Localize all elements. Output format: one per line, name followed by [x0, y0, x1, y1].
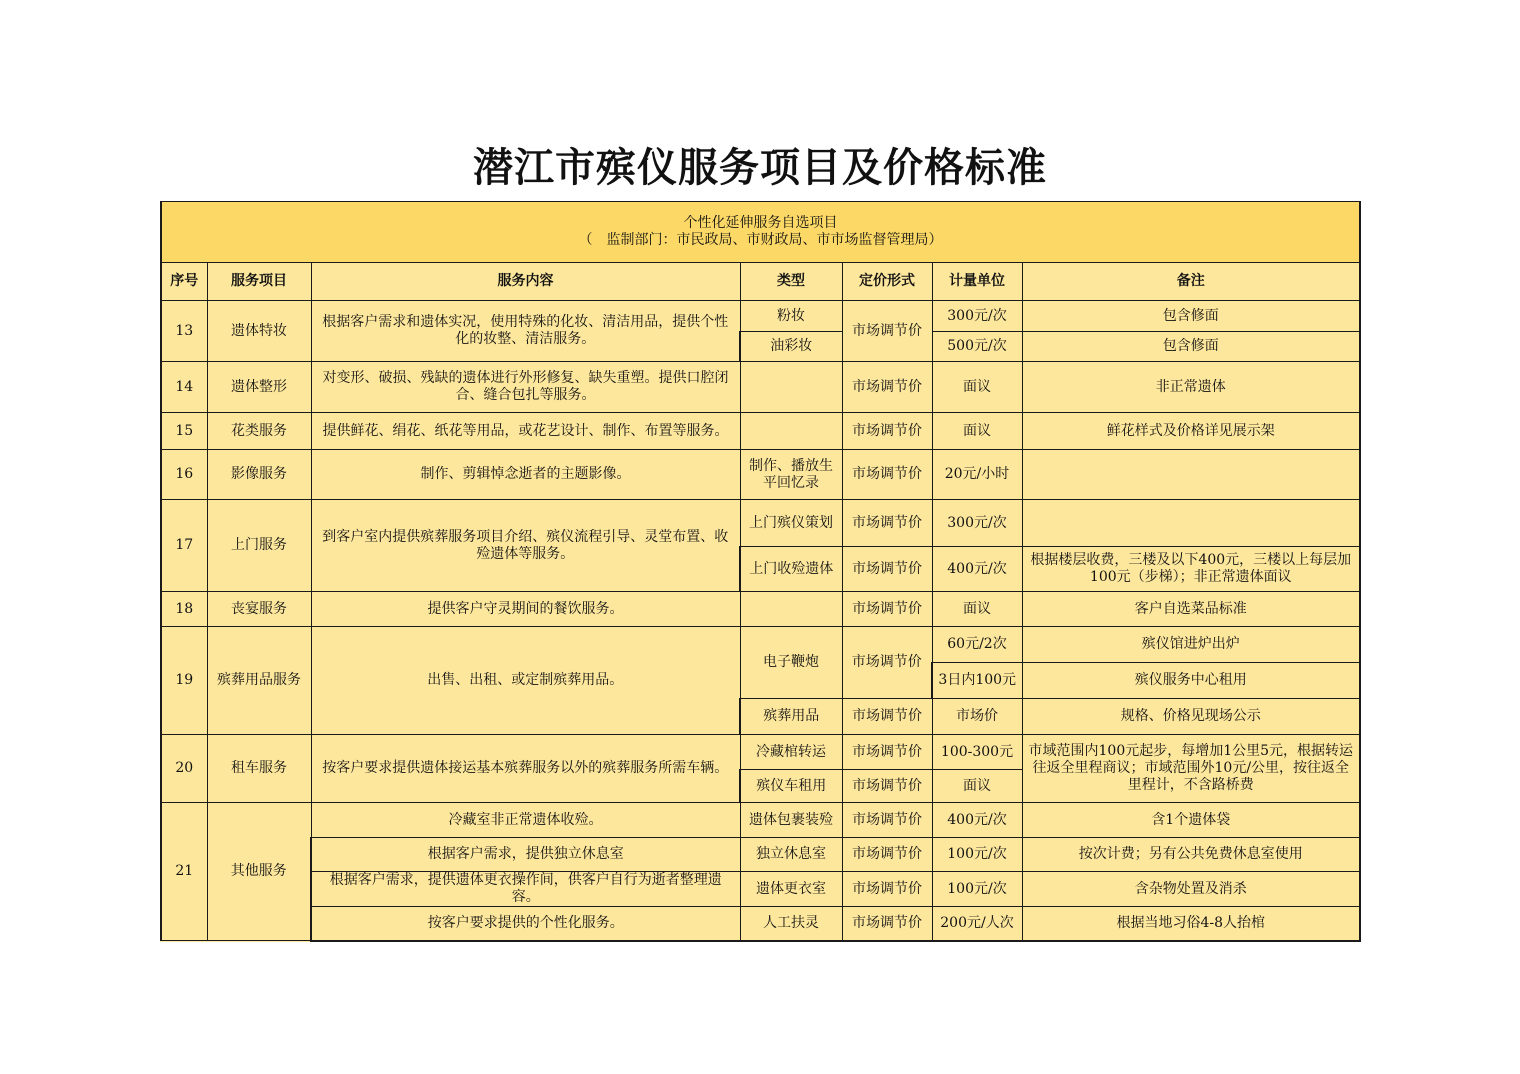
row-note: 根据楼层收费，三楼及以下400元，三楼以上每层加100元（步梯）；非正常遗体面议	[1022, 547, 1360, 592]
row-content: 提供鲜花、绢花、纸花等用品，或花艺设计、制作、布置等服务。	[311, 413, 740, 450]
row-note: 含杂物处置及消杀	[1022, 872, 1360, 907]
row-item: 租车服务	[207, 735, 311, 803]
table-row	[161, 735, 1360, 770]
row-pricing: 市场调节价	[842, 362, 932, 413]
row-pricing: 市场调节价	[842, 770, 932, 803]
row-no: 20	[161, 735, 207, 803]
row-no: 19	[161, 627, 207, 735]
row-unit: 20元/小时	[932, 450, 1022, 500]
row-content: 出售、出租、或定制殡葬用品。	[311, 627, 740, 735]
row-content: 根据客户需求，提供独立休息室	[311, 838, 740, 872]
row-type: 冷藏棺转运	[740, 735, 842, 770]
table-row	[161, 301, 1360, 332]
row-pricing: 市场调节价	[842, 500, 932, 547]
row-content: 根据客户需求和遗体实况，使用特殊的化妆、清洁用品，提供个性化的妆整、清洁服务。	[311, 301, 740, 362]
row-content: 制作、剪辑悼念逝者的主题影像。	[311, 450, 740, 500]
row-type: 上门收殓遗体	[740, 547, 842, 592]
row-unit: 300元/次	[932, 301, 1022, 332]
table-row	[161, 627, 1360, 663]
row-pricing: 市场调节价	[842, 907, 932, 941]
row-note: 包含修面	[1022, 301, 1360, 332]
row-item: 遗体整形	[207, 362, 311, 413]
col-header-content: 服务内容	[311, 263, 740, 301]
row-no: 21	[161, 803, 207, 941]
price-table	[160, 201, 1361, 942]
row-type: 上门殡仪策划	[740, 500, 842, 547]
row-note: 根据当地习俗4-8人抬棺	[1022, 907, 1360, 941]
row-note: 含1个遗体袋	[1022, 803, 1360, 838]
row-unit: 面议	[932, 592, 1022, 627]
col-header-unit: 计量单位	[932, 263, 1022, 301]
row-item: 丧宴服务	[207, 592, 311, 627]
row-item: 花类服务	[207, 413, 311, 450]
table-row	[161, 872, 1360, 907]
row-note: 鲜花样式及价格详见展示架	[1022, 413, 1360, 450]
row-note: 殡仪馆进炉出炉	[1022, 627, 1360, 663]
row-pricing: 市场调节价	[842, 735, 932, 770]
row-unit: 市场价	[932, 699, 1022, 735]
table-row	[161, 803, 1360, 838]
row-content: 根据客户需求，提供遗体更衣操作间，供客户自行为逝者整理遗容。	[311, 872, 740, 907]
row-type: 殡仪车租用	[740, 770, 842, 803]
row-note	[1022, 500, 1360, 547]
row-pricing: 市场调节价	[842, 872, 932, 907]
banner-cell	[161, 202, 1360, 263]
table-row	[161, 838, 1360, 872]
row-type: 电子鞭炮	[740, 627, 842, 699]
column-header-row	[161, 263, 1360, 301]
table-banner	[161, 202, 1360, 263]
col-header-note: 备注	[1022, 263, 1360, 301]
row-no: 14	[161, 362, 207, 413]
row-type: 人工扶灵	[740, 907, 842, 941]
row-content: 对变形、破损、残缺的遗体进行外形修复、缺失重塑。提供口腔闭合、缝合包扎等服务。	[311, 362, 740, 413]
row-note: 殡仪服务中心租用	[1022, 663, 1360, 699]
row-note: 按次计费；另有公共免费休息室使用	[1022, 838, 1360, 872]
row-note: 客户自选菜品标准	[1022, 592, 1360, 627]
row-content: 按客户要求提供的个性化服务。	[311, 907, 740, 941]
row-item: 影像服务	[207, 450, 311, 500]
row-pricing: 市场调节价	[842, 301, 932, 362]
row-type	[740, 592, 842, 627]
row-unit: 面议	[932, 413, 1022, 450]
row-note: 市域范围内100元起步，每增加1公里5元，根据转运往返全里程商议；市域范围外10元/公里，按往返全里程计，不含路桥费	[1022, 735, 1360, 803]
row-pricing: 市场调节价	[842, 627, 932, 699]
row-no: 15	[161, 413, 207, 450]
row-note: 规格、价格见现场公示	[1022, 699, 1360, 735]
row-no: 17	[161, 500, 207, 592]
row-unit: 100-300元	[932, 735, 1022, 770]
table-row	[161, 413, 1360, 450]
row-content: 按客户要求提供遗体接运基本殡葬服务以外的殡葬服务所需车辆。	[311, 735, 740, 803]
row-pricing: 市场调节价	[842, 803, 932, 838]
row-content: 提供客户守灵期间的餐饮服务。	[311, 592, 740, 627]
col-header-item: 服务项目	[207, 263, 311, 301]
row-unit: 面议	[932, 362, 1022, 413]
row-type	[740, 413, 842, 450]
row-unit: 400元/次	[932, 803, 1022, 838]
table-row	[161, 592, 1360, 627]
row-pricing: 市场调节价	[842, 547, 932, 592]
banner-supervisor: （ 监制部门：市民政局、市财政局、市市场监督管理局）	[578, 232, 943, 248]
row-type: 遗体包裹装殓	[740, 803, 842, 838]
table-row	[161, 500, 1360, 547]
row-unit: 3日内100元	[932, 663, 1022, 699]
row-unit: 300元/次	[932, 500, 1022, 547]
table-row	[161, 450, 1360, 500]
row-no: 18	[161, 592, 207, 627]
row-pricing: 市场调节价	[842, 699, 932, 735]
row-type: 油彩妆	[740, 332, 842, 362]
row-unit: 面议	[932, 770, 1022, 803]
row-type: 制作、播放生平回忆录	[740, 450, 842, 500]
row-unit: 400元/次	[932, 547, 1022, 592]
table-row	[161, 362, 1360, 413]
col-header-type: 类型	[740, 263, 842, 301]
row-item: 遗体特妆	[207, 301, 311, 362]
row-type: 独立休息室	[740, 838, 842, 872]
col-header-pricing: 定价形式	[842, 263, 932, 301]
row-content: 冷藏室非正常遗体收殓。	[311, 803, 740, 838]
row-type: 粉妆	[740, 301, 842, 332]
col-header-no: 序号	[161, 263, 207, 301]
row-note: 非正常遗体	[1022, 362, 1360, 413]
row-unit: 200元/人次	[932, 907, 1022, 941]
row-note: 包含修面	[1022, 332, 1360, 362]
table-row	[161, 907, 1360, 941]
row-no: 13	[161, 301, 207, 362]
row-item: 殡葬用品服务	[207, 627, 311, 735]
row-note	[1022, 450, 1360, 500]
row-unit: 100元/次	[932, 838, 1022, 872]
row-content: 到客户室内提供殡葬服务项目介绍、殡仪流程引导、灵堂布置、收殓遗体等服务。	[311, 500, 740, 592]
row-pricing: 市场调节价	[842, 450, 932, 500]
row-pricing: 市场调节价	[842, 592, 932, 627]
row-unit: 100元/次	[932, 872, 1022, 907]
row-type: 遗体更衣室	[740, 872, 842, 907]
row-pricing: 市场调节价	[842, 413, 932, 450]
row-pricing: 市场调节价	[842, 838, 932, 872]
row-item: 上门服务	[207, 500, 311, 592]
row-unit: 500元/次	[932, 332, 1022, 362]
row-item: 其他服务	[207, 803, 311, 941]
row-unit: 60元/2次	[932, 627, 1022, 663]
banner-title: 个性化延伸服务自选项目	[683, 215, 838, 231]
page-title: 潜江市殡仪服务项目及价格标准	[473, 144, 1047, 191]
row-type	[740, 362, 842, 413]
row-no: 16	[161, 450, 207, 500]
row-type: 殡葬用品	[740, 699, 842, 735]
